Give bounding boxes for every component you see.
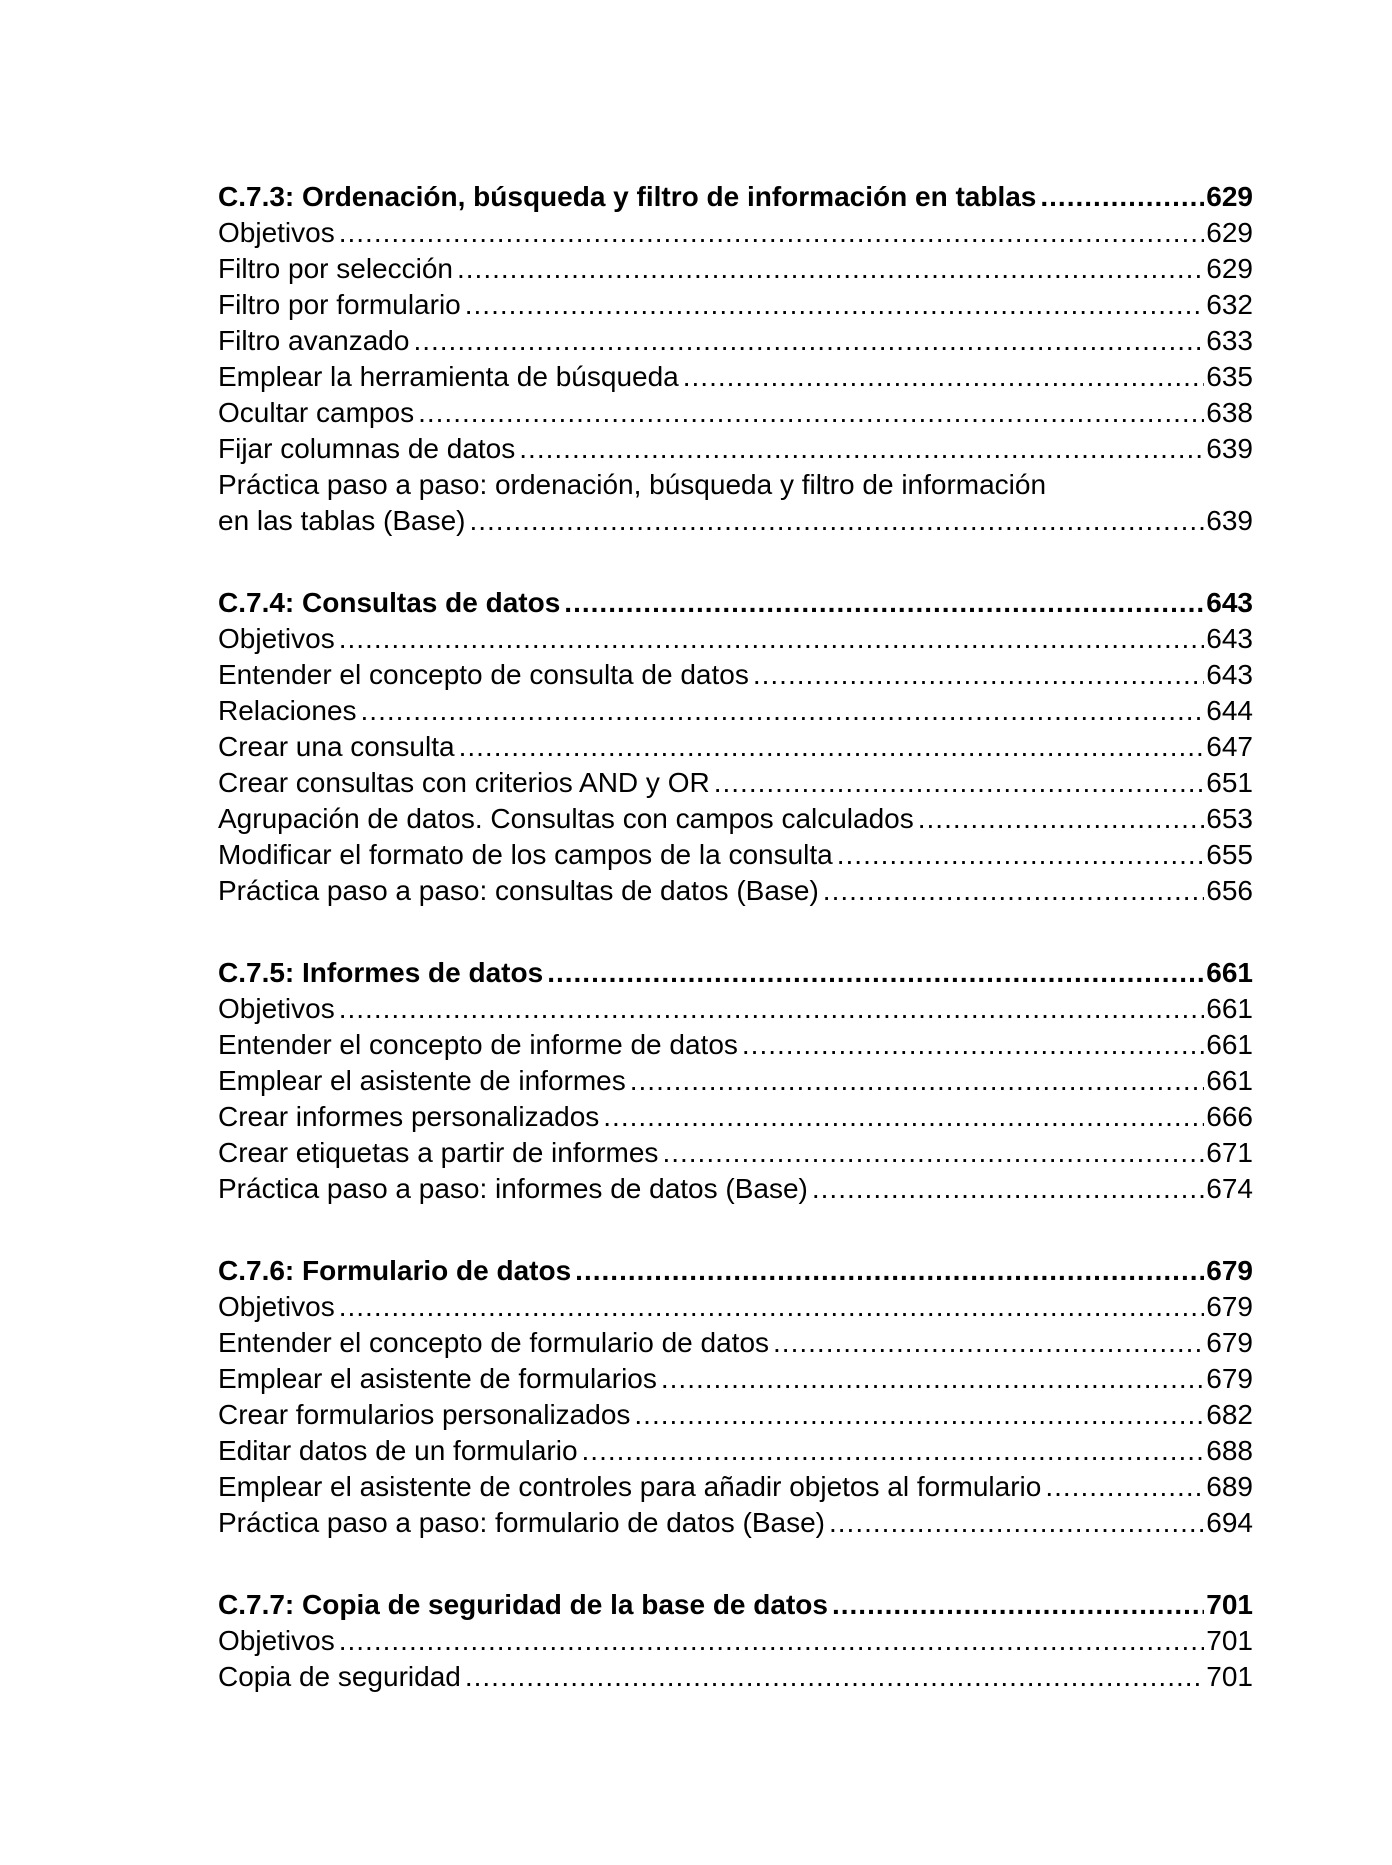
toc-entry[interactable]: [218, 1469, 1253, 1505]
toc-entry-page: 689: [1206, 1471, 1253, 1502]
toc-entry[interactable]: [218, 801, 1253, 837]
dot-leader: [662, 1135, 1204, 1171]
toc-entry[interactable]: [218, 1361, 1253, 1397]
toc-heading-page: 643: [1206, 587, 1253, 618]
toc-entry-title: Crear etiquetas a partir de informes: [218, 1137, 659, 1168]
toc-entry-page: 632: [1206, 289, 1253, 320]
toc-entry-title: Agrupación de datos. Consultas con campos calculados: [218, 803, 914, 834]
toc-entry-page: 694: [1206, 1507, 1253, 1538]
toc-entry[interactable]: [218, 1063, 1253, 1099]
toc-entry[interactable]: [218, 1027, 1253, 1063]
toc-entry[interactable]: [218, 1433, 1253, 1469]
toc-entry-title: Entender el concepto de formulario de datos: [218, 1327, 770, 1358]
toc-entry-title-line2-row: [218, 503, 1253, 539]
dot-leader: [742, 1027, 1204, 1063]
toc-section: [218, 585, 1253, 909]
toc-entry-page: 643: [1206, 623, 1253, 654]
toc-entry-title: Crear consultas con criterios AND y OR: [218, 767, 710, 798]
toc-entry-title: Objetivos: [218, 993, 335, 1024]
dot-leader: [714, 765, 1205, 801]
toc-heading-page: 661: [1206, 957, 1253, 988]
toc-entry-page: 643: [1206, 659, 1253, 690]
dot-leader: [519, 431, 1204, 467]
dot-leader: [547, 955, 1204, 991]
toc-entry-page: 674: [1206, 1173, 1253, 1204]
toc-section-heading[interactable]: [218, 179, 1253, 215]
toc-section-heading[interactable]: [218, 1587, 1253, 1623]
toc-entry[interactable]: [218, 1325, 1253, 1361]
toc-entry-title: Emplear la herramienta de búsqueda: [218, 361, 679, 392]
toc-entry-page: 629: [1206, 253, 1253, 284]
dot-leader: [918, 801, 1205, 837]
toc-heading-title: C.7.7: Copia de seguridad de la base de datos: [218, 1589, 828, 1620]
toc-entry[interactable]: [218, 395, 1253, 431]
dot-leader: [832, 1587, 1204, 1623]
toc-entry[interactable]: [218, 1659, 1253, 1695]
dot-leader: [630, 1063, 1205, 1099]
toc-entry[interactable]: [218, 359, 1253, 395]
toc-entry-title: Entender el concepto de consulta de datos: [218, 659, 749, 690]
toc-entry[interactable]: [218, 215, 1253, 251]
toc-entry-page: 639: [1206, 505, 1253, 536]
toc-entry-title: Filtro por selección: [218, 253, 453, 284]
toc-entry-page: 647: [1206, 731, 1253, 762]
toc-entry-page: 653: [1206, 803, 1253, 834]
toc-entry-page: 661: [1206, 1065, 1253, 1096]
toc-section: [218, 955, 1253, 1207]
toc-entry[interactable]: [218, 1397, 1253, 1433]
dot-leader: [339, 1289, 1205, 1325]
toc-entry-page: 655: [1206, 839, 1253, 870]
dot-leader: [457, 251, 1204, 287]
toc-entry[interactable]: [218, 1099, 1253, 1135]
dot-leader: [361, 693, 1205, 729]
dot-leader: [564, 585, 1204, 621]
toc-entry[interactable]: [218, 1623, 1253, 1659]
dot-leader: [773, 1325, 1204, 1361]
toc-entry-page: 661: [1206, 993, 1253, 1024]
dot-leader: [339, 215, 1205, 251]
toc-entry-page: 679: [1206, 1291, 1253, 1322]
toc-entry[interactable]: [218, 1289, 1253, 1325]
toc-heading-title: C.7.5: Informes de datos: [218, 957, 544, 988]
toc-entry[interactable]: [218, 657, 1253, 693]
toc-entry-title: Emplear el asistente de formularios: [218, 1363, 657, 1394]
dot-leader: [465, 287, 1205, 323]
toc-entry[interactable]: [218, 693, 1253, 729]
toc-entry[interactable]: [218, 1135, 1253, 1171]
toc-entry[interactable]: [218, 873, 1253, 909]
toc-entry-page: 644: [1206, 695, 1253, 726]
dot-leader: [459, 729, 1205, 765]
toc-entry[interactable]: [218, 1505, 1253, 1541]
dot-leader: [837, 837, 1205, 873]
dot-leader: [339, 621, 1205, 657]
dot-leader: [465, 1659, 1204, 1695]
toc-entry-page: 633: [1206, 325, 1253, 356]
toc-heading-page: 629: [1206, 181, 1253, 212]
dot-leader: [603, 1099, 1204, 1135]
toc-entry-title: Copia de seguridad: [218, 1661, 461, 1692]
toc-entry[interactable]: [218, 287, 1253, 323]
toc-entry-page: 688: [1206, 1435, 1253, 1466]
toc-entry-title: Emplear el asistente de informes: [218, 1065, 626, 1096]
toc-entry[interactable]: [218, 1171, 1253, 1207]
toc-entry-multiline[interactable]: [218, 467, 1253, 539]
dot-leader: [829, 1505, 1204, 1541]
toc-entry-title: Objetivos: [218, 217, 335, 248]
toc-entry-title: Práctica paso a paso: consultas de datos (Base): [218, 875, 819, 906]
dot-leader: [575, 1253, 1204, 1289]
dot-leader: [812, 1171, 1204, 1207]
toc-entry[interactable]: [218, 323, 1253, 359]
toc-entry-title: Modificar el formato de los campos de la consulta: [218, 839, 833, 870]
toc-entry-title: Emplear el asistente de controles para añadir objetos al formulario: [218, 1471, 1042, 1502]
toc-entry-title: Editar datos de un formulario: [218, 1435, 578, 1466]
toc-entry-title: Crear informes personalizados: [218, 1101, 600, 1132]
dot-leader: [1045, 1469, 1204, 1505]
toc-heading-title: C.7.6: Formulario de datos: [218, 1255, 572, 1286]
dot-leader: [661, 1361, 1204, 1397]
toc-entry-title: Relaciones: [218, 695, 357, 726]
toc-entry-title: Filtro por formulario: [218, 289, 461, 320]
toc-entry-page: 679: [1206, 1363, 1253, 1394]
toc-entry-page: 679: [1206, 1327, 1253, 1358]
dot-leader: [469, 503, 1204, 539]
toc-entry-title: Ocultar campos: [218, 397, 415, 428]
toc-heading-title: C.7.4: Consultas de datos: [218, 587, 561, 618]
dot-leader: [1040, 179, 1204, 215]
toc-entry-title: Crear una consulta: [218, 731, 455, 762]
toc-entry[interactable]: [218, 991, 1253, 1027]
toc-section: [218, 1253, 1253, 1541]
toc-entry[interactable]: [218, 729, 1253, 765]
toc-entry-page: 682: [1206, 1399, 1253, 1430]
dot-leader: [339, 991, 1205, 1027]
toc-entry-page: 639: [1206, 433, 1253, 464]
toc-entry-title: Crear formularios personalizados: [218, 1399, 631, 1430]
toc-entry-page: 701: [1206, 1625, 1253, 1656]
toc-heading-page: 679: [1206, 1255, 1253, 1286]
toc-section: [218, 179, 1253, 539]
toc-entry[interactable]: [218, 765, 1253, 801]
toc-entry-page: 635: [1206, 361, 1253, 392]
dot-leader: [582, 1433, 1205, 1469]
toc-entry[interactable]: [218, 621, 1253, 657]
toc-section: [218, 1587, 1253, 1695]
toc-entry-title: Práctica paso a paso: informes de datos (Base): [218, 1173, 808, 1204]
toc-entry-page: 666: [1206, 1101, 1253, 1132]
toc-entry-page: 656: [1206, 875, 1253, 906]
toc-entry-page: 638: [1206, 397, 1253, 428]
toc-entry[interactable]: [218, 431, 1253, 467]
toc-entry-page: 671: [1206, 1137, 1253, 1168]
table-of-contents: [218, 179, 1253, 1741]
toc-entry-page: 701: [1206, 1661, 1253, 1692]
toc-entry-title: Entender el concepto de informe de datos: [218, 1029, 738, 1060]
toc-entry-title: Objetivos: [218, 1625, 335, 1656]
toc-entry-title: Filtro avanzado: [218, 325, 410, 356]
dot-leader: [823, 873, 1204, 909]
toc-section-heading[interactable]: [218, 585, 1253, 621]
toc-entry-title-line1: Práctica paso a paso: ordenación, búsqueda y filtro de información: [218, 469, 1047, 500]
toc-section-heading[interactable]: [218, 1253, 1253, 1289]
toc-entry[interactable]: [218, 251, 1253, 287]
dot-leader: [339, 1623, 1205, 1659]
dot-leader: [753, 657, 1204, 693]
toc-section-heading[interactable]: [218, 955, 1253, 991]
toc-entry-title-line2: en las tablas (Base): [218, 505, 466, 536]
dot-leader: [683, 359, 1205, 395]
toc-heading-title: C.7.3: Ordenación, búsqueda y filtro de información en tablas: [218, 181, 1037, 212]
toc-entry-page: 661: [1206, 1029, 1253, 1060]
dot-leader: [418, 395, 1204, 431]
toc-entry[interactable]: [218, 837, 1253, 873]
toc-entry-title: Fijar columnas de datos: [218, 433, 516, 464]
toc-entry-title: Práctica paso a paso: formulario de datos (Base): [218, 1507, 825, 1538]
toc-entry-page: 651: [1206, 767, 1253, 798]
dot-leader: [634, 1397, 1204, 1433]
dot-leader: [413, 323, 1204, 359]
toc-entry-title: Objetivos: [218, 623, 335, 654]
toc-entry-title: Objetivos: [218, 1291, 335, 1322]
toc-entry-page: 629: [1206, 217, 1253, 248]
toc-heading-page: 701: [1206, 1589, 1253, 1620]
